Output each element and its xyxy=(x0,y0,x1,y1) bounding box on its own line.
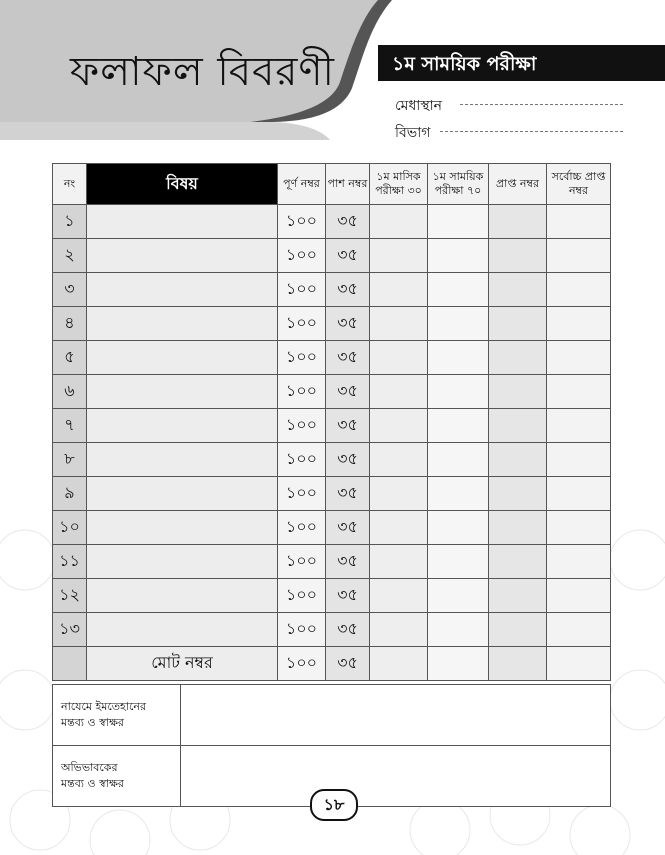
full-marks-cell: ১০০ xyxy=(278,239,326,273)
row-number: ৮ xyxy=(53,443,87,477)
total-label: মোট নম্বর xyxy=(87,647,278,681)
obtained-marks-cell[interactable] xyxy=(489,341,547,375)
table-row xyxy=(53,443,611,477)
periodic-exam-cell[interactable] xyxy=(428,511,489,545)
monthly-exam-cell[interactable] xyxy=(370,205,428,239)
full-marks-cell: ১০০ xyxy=(278,205,326,239)
full-marks-cell: ১০০ xyxy=(278,477,326,511)
table-row xyxy=(53,307,611,341)
exam-title: ১ম সাময়িক পরীক্ষা xyxy=(392,53,537,75)
header-full-marks: পূর্ণ নম্বর xyxy=(278,164,326,205)
periodic-exam-cell[interactable] xyxy=(428,613,489,647)
subject-cell[interactable] xyxy=(87,443,278,477)
monthly-exam-cell[interactable] xyxy=(370,511,428,545)
monthly-exam-cell[interactable] xyxy=(370,545,428,579)
obtained-marks-cell[interactable] xyxy=(489,273,547,307)
row-number: ১৩ xyxy=(53,613,87,647)
pass-marks-cell: ৩৫ xyxy=(326,545,370,579)
obtained-marks-cell[interactable] xyxy=(489,205,547,239)
pass-marks-cell: ৩৫ xyxy=(326,341,370,375)
highest-marks-cell[interactable] xyxy=(547,375,611,409)
highest-marks-cell[interactable] xyxy=(547,613,611,647)
subject-cell[interactable] xyxy=(87,273,278,307)
subject-cell[interactable] xyxy=(87,545,278,579)
row-number: ৯ xyxy=(53,477,87,511)
section-label: বিভাগ xyxy=(395,125,431,141)
total-monthly-cell[interactable] xyxy=(370,647,428,681)
page-title: ফলাফল বিবরণী xyxy=(70,49,335,95)
monthly-exam-cell[interactable] xyxy=(370,341,428,375)
table-row xyxy=(53,477,611,511)
periodic-exam-cell[interactable] xyxy=(428,205,489,239)
table-row xyxy=(53,375,611,409)
highest-marks-cell[interactable] xyxy=(547,443,611,477)
full-marks-cell: ১০০ xyxy=(278,545,326,579)
monthly-exam-cell[interactable] xyxy=(370,579,428,613)
header-periodic-exam: ১ম সাময়িক পরীক্ষা ৭০ xyxy=(428,164,489,205)
highest-marks-cell[interactable] xyxy=(547,545,611,579)
subject-cell[interactable] xyxy=(87,613,278,647)
full-marks-cell: ১০০ xyxy=(278,341,326,375)
highest-marks-cell[interactable] xyxy=(547,341,611,375)
pass-marks-cell: ৩৫ xyxy=(326,307,370,341)
highest-marks-cell[interactable] xyxy=(547,477,611,511)
pass-marks-cell: ৩৫ xyxy=(326,409,370,443)
row-number: ৪ xyxy=(53,307,87,341)
monthly-exam-cell[interactable] xyxy=(370,477,428,511)
table-row xyxy=(53,273,611,307)
header-obtained: প্রাপ্ত নম্বর xyxy=(489,164,547,205)
table-row xyxy=(53,579,611,613)
obtained-marks-cell[interactable] xyxy=(489,239,547,273)
pass-marks-cell: ৩৫ xyxy=(326,613,370,647)
pass-marks-cell: ৩৫ xyxy=(326,511,370,545)
full-marks-cell: ১০০ xyxy=(278,375,326,409)
header-subject: বিষয় xyxy=(87,164,278,205)
periodic-exam-cell[interactable] xyxy=(428,341,489,375)
total-pass-marks: ৩৫ xyxy=(326,647,370,681)
pass-marks-cell: ৩৫ xyxy=(326,579,370,613)
periodic-exam-cell[interactable] xyxy=(428,375,489,409)
guardian-remarks-label: অভিভাবকের মন্তব্য ও স্বাক্ষর xyxy=(53,746,181,807)
row-number: ৫ xyxy=(53,341,87,375)
pass-marks-cell: ৩৫ xyxy=(326,477,370,511)
highest-marks-cell[interactable] xyxy=(547,307,611,341)
subject-cell[interactable] xyxy=(87,239,278,273)
merit-line xyxy=(460,104,623,105)
header-pass-marks: পাশ নম্বর xyxy=(326,164,370,205)
obtained-marks-cell[interactable] xyxy=(489,613,547,647)
obtained-marks-cell[interactable] xyxy=(489,579,547,613)
obtained-marks-cell[interactable] xyxy=(489,511,547,545)
subject-cell[interactable] xyxy=(87,477,278,511)
examiner-remarks-field[interactable] xyxy=(181,685,611,746)
full-marks-cell: ১০০ xyxy=(278,579,326,613)
total-row xyxy=(53,647,611,681)
periodic-exam-cell[interactable] xyxy=(428,307,489,341)
examiner-remarks-label: নাযেমে ইমতেহানের মন্তব্য ও স্বাক্ষর xyxy=(53,685,181,746)
pass-marks-cell: ৩৫ xyxy=(326,205,370,239)
row-number: ১২ xyxy=(53,579,87,613)
full-marks-cell: ১০০ xyxy=(278,613,326,647)
table-row xyxy=(53,205,611,239)
obtained-marks-cell[interactable] xyxy=(489,477,547,511)
full-marks-cell: ১০০ xyxy=(278,443,326,477)
result-table xyxy=(52,163,611,681)
subject-cell[interactable] xyxy=(87,205,278,239)
highest-marks-cell[interactable] xyxy=(547,205,611,239)
total-obtained-cell[interactable] xyxy=(489,647,547,681)
table-row xyxy=(53,409,611,443)
page-number: ১৮ xyxy=(310,789,358,821)
monthly-exam-cell[interactable] xyxy=(370,239,428,273)
highest-marks-cell[interactable] xyxy=(547,273,611,307)
pass-marks-cell: ৩৫ xyxy=(326,239,370,273)
monthly-exam-cell[interactable] xyxy=(370,613,428,647)
header-highest: সর্বোচ্চ প্রাপ্ত নম্বর xyxy=(547,164,611,205)
obtained-marks-cell[interactable] xyxy=(489,443,547,477)
highest-marks-cell[interactable] xyxy=(547,409,611,443)
row-number: ৭ xyxy=(53,409,87,443)
table-row xyxy=(53,545,611,579)
periodic-exam-cell[interactable] xyxy=(428,443,489,477)
row-number: ৩ xyxy=(53,273,87,307)
highest-marks-cell[interactable] xyxy=(547,579,611,613)
subject-cell[interactable] xyxy=(87,409,278,443)
full-marks-cell: ১০০ xyxy=(278,307,326,341)
merit-label: মেধাস্থান xyxy=(395,98,443,114)
table-row xyxy=(53,341,611,375)
subject-cell[interactable] xyxy=(87,511,278,545)
periodic-exam-cell[interactable] xyxy=(428,409,489,443)
obtained-marks-cell[interactable] xyxy=(489,375,547,409)
examiner-remarks-row xyxy=(53,685,611,746)
table-row xyxy=(53,239,611,273)
periodic-exam-cell[interactable] xyxy=(428,239,489,273)
periodic-exam-cell[interactable] xyxy=(428,273,489,307)
monthly-exam-cell[interactable] xyxy=(370,443,428,477)
guardian-remarks-field[interactable] xyxy=(181,746,611,807)
full-marks-cell: ১০০ xyxy=(278,511,326,545)
subject-cell[interactable] xyxy=(87,341,278,375)
row-number: ১১ xyxy=(53,545,87,579)
subject-cell[interactable] xyxy=(87,579,278,613)
highest-marks-cell[interactable] xyxy=(547,511,611,545)
header-monthly-exam: ১ম মাসিক পরীক্ষা ৩০ xyxy=(370,164,428,205)
pass-marks-cell: ৩৫ xyxy=(326,443,370,477)
subject-cell[interactable] xyxy=(87,307,278,341)
row-number: ১ xyxy=(53,205,87,239)
full-marks-cell: ১০০ xyxy=(278,273,326,307)
monthly-exam-cell[interactable] xyxy=(370,375,428,409)
periodic-exam-cell[interactable] xyxy=(428,545,489,579)
pass-marks-cell: ৩৫ xyxy=(326,375,370,409)
row-number: ৬ xyxy=(53,375,87,409)
monthly-exam-cell[interactable] xyxy=(370,273,428,307)
obtained-marks-cell[interactable] xyxy=(489,545,547,579)
subject-cell[interactable] xyxy=(87,375,278,409)
table-row xyxy=(53,613,611,647)
pass-marks-cell: ৩৫ xyxy=(326,273,370,307)
obtained-marks-cell[interactable] xyxy=(489,409,547,443)
table-row xyxy=(53,511,611,545)
total-periodic-cell[interactable] xyxy=(428,647,489,681)
header-no: নং xyxy=(53,164,87,205)
periodic-exam-cell[interactable] xyxy=(428,477,489,511)
monthly-exam-cell[interactable] xyxy=(370,409,428,443)
highest-marks-cell[interactable] xyxy=(547,239,611,273)
row-number: ২ xyxy=(53,239,87,273)
section-line xyxy=(440,131,623,132)
full-marks-cell: ১০০ xyxy=(278,409,326,443)
row-number: ১০ xyxy=(53,511,87,545)
periodic-exam-cell[interactable] xyxy=(428,579,489,613)
monthly-exam-cell[interactable] xyxy=(370,307,428,341)
header-row xyxy=(53,164,611,205)
obtained-marks-cell[interactable] xyxy=(489,307,547,341)
total-highest-cell[interactable] xyxy=(547,647,611,681)
total-full-marks: ১০০ xyxy=(278,647,326,681)
